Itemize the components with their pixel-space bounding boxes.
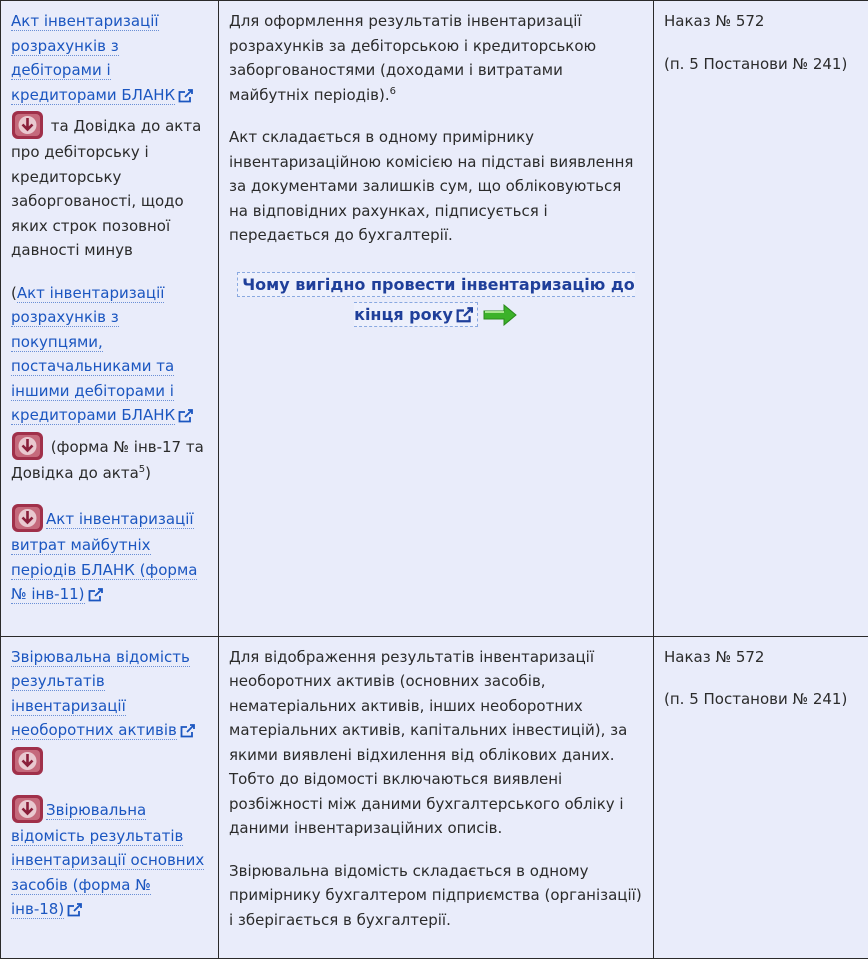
document-entry <box>11 794 208 925</box>
green-arrow-icon[interactable] <box>482 304 518 336</box>
promo-label: Чому вигідно провести інвентаризацію до кінця року <box>242 275 635 324</box>
download-icon[interactable] <box>11 431 44 461</box>
purpose-cell <box>219 636 654 959</box>
promo-link[interactable] <box>237 272 635 327</box>
download-icon[interactable] <box>11 503 44 533</box>
doc-link-act-debtors-creditors[interactable] <box>11 12 175 105</box>
basis-reference: (п. 5 Постанови № 241) <box>664 52 859 77</box>
external-link-icon[interactable] <box>178 406 193 431</box>
doc-link-act-buyers-suppliers[interactable] <box>11 284 175 426</box>
documents-cell <box>1 1 219 637</box>
purpose-paragraph: Для оформлення результатів інвентаризації розрахунків за дебіторською і кредиторською заборгованостями (доходами і витратами майбутніх періодів). <box>229 12 596 104</box>
purpose-text: Для відображення результатів інвентаризації необоротних активів (основних засобів, нематеріальних активів, інших необоротних матеріальних активів, капітальних інвестицій), за якими виявлені відхилення від облікових даних. Тобто до відомості включаються виявлені розбіжності між даними бухгалтерського обліку і даними інвентаризаційних описів. <box>229 645 643 841</box>
basis-order: Наказ № 572 <box>664 9 859 34</box>
table-row <box>1 1 868 637</box>
external-link-icon[interactable] <box>88 585 103 610</box>
doc-description: та Довідка до акта про дебіторську і кредиторську заборгованості, щодо яких строк позовної давності минув <box>11 117 201 259</box>
document-entry <box>11 9 208 263</box>
doc-link-label: Звірювальна відомість результатів інвентаризації необоротних активів <box>11 648 190 740</box>
table-row <box>1 636 868 959</box>
purpose-text: Звірювальна відомість складається в одному примірнику бухгалтером підприємства (організації) і зберігається в бухгалтерії. <box>229 859 643 933</box>
doc-link-reconciliation-noncurrent-assets[interactable] <box>11 648 190 741</box>
doc-link-label: Акт інвентаризації витрат майбутніх періодів БЛАНК (форма № інв-11) <box>11 510 197 603</box>
footnote-ref[interactable]: 6 <box>390 86 396 97</box>
purpose-cell <box>219 1 654 637</box>
document-entry <box>11 645 208 776</box>
download-icon[interactable] <box>11 110 44 140</box>
basis-order: Наказ № 572 <box>664 645 859 670</box>
external-link-icon[interactable] <box>178 86 193 111</box>
purpose-text <box>229 9 643 107</box>
doc-description: (форма № інв-17 та Довідка до акта <box>11 438 204 482</box>
basis-cell <box>654 636 868 959</box>
purpose-text: Акт складається в одному примірнику інвентаризаційною комісією на підставі виявлення за документами залишків сум, що обліковуються на відповідних рахунках, підписується і передається до бухгалтерії. <box>229 125 643 248</box>
external-link-icon[interactable] <box>456 303 473 333</box>
download-icon[interactable] <box>11 746 44 776</box>
basis-reference: (п. 5 Постанови № 241) <box>664 687 859 712</box>
external-link-icon[interactable] <box>67 900 82 925</box>
paren-close: ) <box>145 464 151 482</box>
doc-link-label: Акт інвентаризації розрахунків з покупцями, постачальниками та іншими дебіторами і кредиторами БЛАНК <box>11 284 175 425</box>
promo-block <box>229 270 643 336</box>
document-entry <box>11 503 208 610</box>
basis-cell <box>654 1 868 637</box>
document-entry <box>11 281 208 486</box>
doc-link-label: Акт інвентаризації розрахунків з дебіторами і кредиторами БЛАНК <box>11 12 175 104</box>
doc-link-label: Звірювальна відомість результатів інвентаризації основних засобів (форма № інв-18) <box>11 801 204 919</box>
footnote-ref[interactable]: 5 <box>139 464 145 475</box>
download-icon[interactable] <box>11 794 44 824</box>
documents-cell <box>1 636 219 959</box>
paren-open: ( <box>11 284 17 302</box>
external-link-icon[interactable] <box>180 721 195 746</box>
